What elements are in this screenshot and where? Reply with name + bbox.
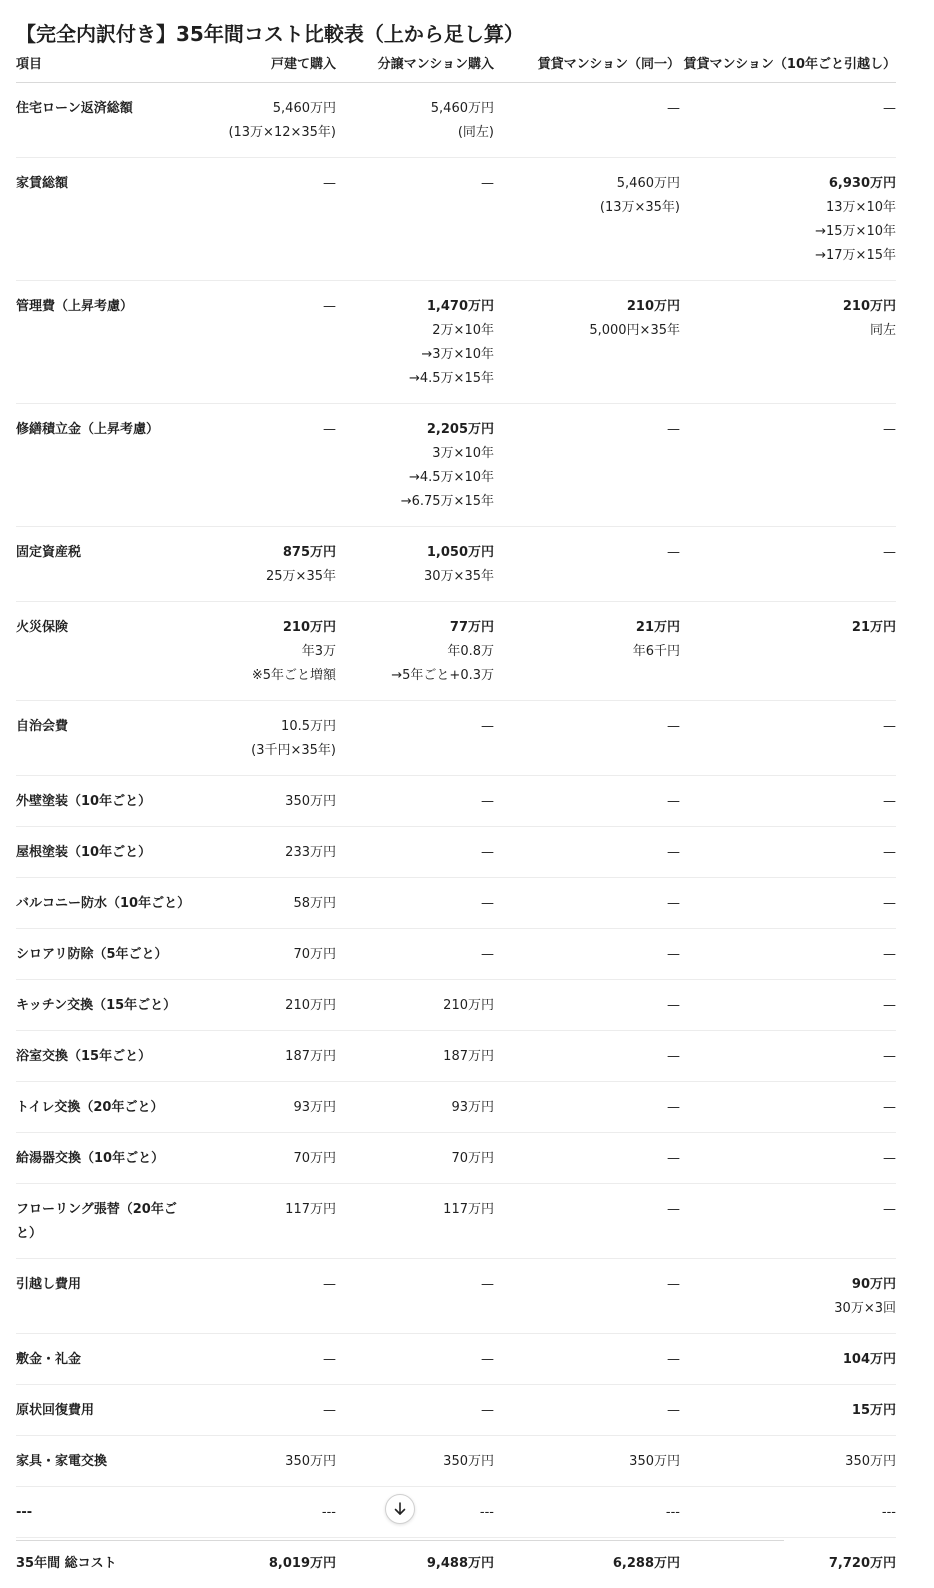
table-row (16, 1385, 896, 1436)
cell-rental-moving (680, 1184, 896, 1259)
cell-value: 350万円 (198, 1450, 336, 1474)
cell-note: →17万×15年 (680, 244, 896, 268)
cell-value: — (680, 97, 896, 121)
cell-rental-moving (680, 602, 896, 701)
table-row (16, 776, 896, 827)
cell-detached-house (198, 1334, 336, 1385)
cell-value: — (336, 892, 494, 916)
cell-rental-moving (680, 527, 896, 602)
cell-value: — (494, 1198, 680, 1222)
cell-value: 1,050万円 (336, 541, 494, 565)
cell-value: — (494, 1273, 680, 1297)
cell-rental-moving (680, 776, 896, 827)
cell-condo-purchase (336, 1184, 494, 1259)
cell-value: 210万円 (494, 295, 680, 319)
table-row (16, 980, 896, 1031)
cell-value: — (680, 1096, 896, 1120)
cell-value: 70万円 (198, 943, 336, 967)
table-row (16, 1184, 896, 1259)
cell-detached-house (198, 158, 336, 281)
cell-value: 210万円 (680, 295, 896, 319)
cell-value: — (494, 994, 680, 1018)
cell-value: — (680, 715, 896, 739)
cell-rental-same (494, 929, 680, 980)
cell-value: --- (336, 1501, 494, 1525)
cell-value: — (336, 172, 494, 196)
cell-value: 210万円 (336, 994, 494, 1018)
cell-value: — (494, 841, 680, 865)
cell-value: 5,460万円 (336, 97, 494, 121)
cell-detached-house (198, 1082, 336, 1133)
cell-condo-purchase (336, 1031, 494, 1082)
cell-note: 2万×10年 (336, 319, 494, 343)
table-row (16, 404, 896, 527)
cell-value: — (680, 841, 896, 865)
cell-detached-house (198, 83, 336, 158)
cell-condo-purchase (336, 1436, 494, 1487)
cell-value: — (494, 1096, 680, 1120)
row-label: 火災保険 (16, 602, 198, 701)
cell-rental-moving (680, 929, 896, 980)
cell-rental-moving (680, 1259, 896, 1334)
table-row (16, 1082, 896, 1133)
cell-value: — (680, 943, 896, 967)
total-detached-house: 8,019万円 (198, 1538, 336, 1588)
row-label: 外壁塗装（10年ごと） (16, 776, 198, 827)
cell-condo-purchase (336, 602, 494, 701)
cell-rental-same (494, 980, 680, 1031)
cell-value: — (494, 790, 680, 814)
cell-value: — (336, 1348, 494, 1372)
cell-note: 年6千円 (494, 640, 680, 664)
cell-rental-moving (680, 980, 896, 1031)
cell-value: — (336, 790, 494, 814)
cell-value: 77万円 (336, 616, 494, 640)
cell-value: — (680, 790, 896, 814)
page-title: 【完全内訳付き】35年間コスト比較表（上から足し算） (16, 20, 524, 48)
cell-detached-house (198, 1184, 336, 1259)
table-row (16, 1031, 896, 1082)
cell-value: — (680, 994, 896, 1018)
cell-rental-same (494, 1385, 680, 1436)
cell-value: 5,460万円 (494, 172, 680, 196)
cell-value: 117万円 (336, 1198, 494, 1222)
cell-rental-same (494, 1334, 680, 1385)
cell-note: →15万×10年 (680, 220, 896, 244)
row-label: 給湯器交換（10年ごと） (16, 1133, 198, 1184)
total-rental-same: 6,288万円 (494, 1538, 680, 1588)
row-label: 管理費（上昇考慮） (16, 281, 198, 404)
table-row (16, 1259, 896, 1334)
cell-value: — (336, 715, 494, 739)
cell-detached-house (198, 1487, 336, 1538)
row-label: 固定資産税 (16, 527, 198, 602)
cell-rental-moving (680, 1385, 896, 1436)
cell-rental-moving (680, 878, 896, 929)
cell-detached-house (198, 281, 336, 404)
cell-value: — (680, 418, 896, 442)
cell-rental-same (494, 158, 680, 281)
cell-value: 70万円 (336, 1147, 494, 1171)
cell-detached-house (198, 1385, 336, 1436)
cell-value: — (198, 172, 336, 196)
cell-value: — (198, 1273, 336, 1297)
cell-value: 210万円 (198, 994, 336, 1018)
cell-value: 187万円 (198, 1045, 336, 1069)
cell-value: — (680, 1198, 896, 1222)
cell-rental-same (494, 1436, 680, 1487)
cell-value: 21万円 (680, 616, 896, 640)
cell-value: 93万円 (198, 1096, 336, 1120)
cell-note: 同左 (680, 319, 896, 343)
row-label: トイレ交換（20年ごと） (16, 1082, 198, 1133)
header-rental-same: 賃貸マンション（同一） (494, 56, 680, 83)
cell-condo-purchase (336, 827, 494, 878)
cell-value: 350万円 (494, 1450, 680, 1474)
cell-detached-house (198, 878, 336, 929)
cell-value: 350万円 (336, 1450, 494, 1474)
cell-value: 70万円 (198, 1147, 336, 1171)
row-label: --- (16, 1487, 198, 1538)
cell-value: 233万円 (198, 841, 336, 865)
cell-rental-same (494, 776, 680, 827)
cell-value: 6,930万円 (680, 172, 896, 196)
table-row (16, 701, 896, 776)
cell-detached-house (198, 527, 336, 602)
cell-value: — (494, 1348, 680, 1372)
cell-rental-moving (680, 404, 896, 527)
cell-rental-same (494, 83, 680, 158)
cell-rental-same (494, 878, 680, 929)
row-label: 家賃総額 (16, 158, 198, 281)
cell-value: --- (494, 1501, 680, 1525)
cell-detached-house (198, 1259, 336, 1334)
cell-rental-moving (680, 1082, 896, 1133)
row-label: 家具・家電交換 (16, 1436, 198, 1487)
cell-note: (3千円×35年) (198, 739, 336, 763)
cell-rental-same (494, 1259, 680, 1334)
cell-note: →4.5万×15年 (336, 367, 494, 391)
cell-value: — (494, 1147, 680, 1171)
table-row (16, 827, 896, 878)
cell-value: 2,205万円 (336, 418, 494, 442)
cell-value: 93万円 (336, 1096, 494, 1120)
scroll-down-button[interactable] (385, 1494, 415, 1524)
cell-value: — (494, 943, 680, 967)
cell-rental-moving (680, 1334, 896, 1385)
cell-value: 1,470万円 (336, 295, 494, 319)
cell-condo-purchase (336, 1334, 494, 1385)
cell-rental-moving (680, 1487, 896, 1538)
cell-rental-moving (680, 281, 896, 404)
row-label: キッチン交換（15年ごと） (16, 980, 198, 1031)
cell-value: --- (198, 1501, 336, 1525)
row-label: 自治会費 (16, 701, 198, 776)
cell-rental-same (494, 827, 680, 878)
cell-value: --- (680, 1501, 896, 1525)
cell-note: →5年ごと+0.3万 (336, 664, 494, 688)
cell-note: →3万×10年 (336, 343, 494, 367)
cell-rental-same (494, 1184, 680, 1259)
cell-detached-house (198, 1031, 336, 1082)
cell-value: — (680, 1147, 896, 1171)
table-row (16, 158, 896, 281)
cell-value: 210万円 (198, 616, 336, 640)
cell-note: (13万×12×35年) (198, 121, 336, 145)
table-row (16, 602, 896, 701)
cell-rental-same (494, 1082, 680, 1133)
cell-condo-purchase (336, 929, 494, 980)
table-row (16, 1133, 896, 1184)
table-row (16, 1487, 896, 1538)
cell-value: — (494, 541, 680, 565)
cell-condo-purchase (336, 980, 494, 1031)
cell-condo-purchase (336, 701, 494, 776)
cell-rental-same (494, 1133, 680, 1184)
row-label: 引越し費用 (16, 1259, 198, 1334)
row-label: 原状回復費用 (16, 1385, 198, 1436)
cell-rental-same (494, 1031, 680, 1082)
cell-value: — (198, 1399, 336, 1423)
cell-value: 117万円 (198, 1198, 336, 1222)
cell-note: 30万×35年 (336, 565, 494, 589)
cell-detached-house (198, 602, 336, 701)
cell-note: (同左) (336, 121, 494, 145)
cell-value: — (336, 1399, 494, 1423)
cell-detached-house (198, 929, 336, 980)
arrow-down-icon (392, 1501, 408, 1517)
cell-condo-purchase (336, 1259, 494, 1334)
table-row (16, 1436, 896, 1487)
cell-note: →4.5万×10年 (336, 466, 494, 490)
header-item: 項目 (16, 56, 198, 83)
cell-value: — (336, 841, 494, 865)
cell-condo-purchase (336, 1487, 494, 1538)
cell-detached-house (198, 404, 336, 527)
table-row (16, 527, 896, 602)
cell-value: 187万円 (336, 1045, 494, 1069)
header-rental-moving: 賃貸マンション（10年ごと引越し） (680, 56, 896, 83)
cell-value: — (494, 418, 680, 442)
cell-rental-same (494, 1487, 680, 1538)
cell-detached-house (198, 980, 336, 1031)
cell-note: 年0.8万 (336, 640, 494, 664)
table-row (16, 878, 896, 929)
cell-rental-moving (680, 83, 896, 158)
cell-detached-house (198, 827, 336, 878)
cell-condo-purchase (336, 776, 494, 827)
cell-value: — (494, 892, 680, 916)
table-header-row (16, 56, 896, 83)
cell-note: 3万×10年 (336, 442, 494, 466)
cell-rental-same (494, 602, 680, 701)
cell-condo-purchase (336, 158, 494, 281)
table-row (16, 83, 896, 158)
cell-rental-moving (680, 701, 896, 776)
cell-note: 年3万 (198, 640, 336, 664)
row-label: フローリング張替（20年ごと） (16, 1184, 198, 1259)
cell-value: 350万円 (198, 790, 336, 814)
cell-detached-house (198, 776, 336, 827)
cell-condo-purchase (336, 878, 494, 929)
row-label: 浴室交換（15年ごと） (16, 1031, 198, 1082)
cell-condo-purchase (336, 83, 494, 158)
header-detached-house: 戸建て購入 (198, 56, 336, 83)
cell-note: 30万×3回 (680, 1297, 896, 1321)
cell-value: — (494, 1399, 680, 1423)
cell-note: 25万×35年 (198, 565, 336, 589)
total-row (16, 1538, 896, 1588)
cell-value: 875万円 (198, 541, 336, 565)
cell-rental-moving (680, 1436, 896, 1487)
cell-value: 15万円 (680, 1399, 896, 1423)
cell-value: 10.5万円 (198, 715, 336, 739)
row-label: 修繕積立金（上昇考慮） (16, 404, 198, 527)
cell-value: — (494, 1045, 680, 1069)
cell-value: — (680, 892, 896, 916)
cell-condo-purchase (336, 281, 494, 404)
cell-condo-purchase (336, 527, 494, 602)
cell-note: 5,000円×35年 (494, 319, 680, 343)
cell-rental-same (494, 527, 680, 602)
cell-rental-moving (680, 827, 896, 878)
cell-value: — (494, 97, 680, 121)
cell-rental-moving (680, 1133, 896, 1184)
cell-value: 58万円 (198, 892, 336, 916)
cell-value: — (336, 1273, 494, 1297)
table-row (16, 281, 896, 404)
cell-condo-purchase (336, 1082, 494, 1133)
cost-comparison-table (16, 56, 896, 1588)
cell-rental-same (494, 281, 680, 404)
cell-rental-moving (680, 1031, 896, 1082)
cell-value: 104万円 (680, 1348, 896, 1372)
divider (16, 1540, 784, 1541)
table-body (16, 83, 896, 1588)
cell-value: 5,460万円 (198, 97, 336, 121)
cell-rental-moving (680, 158, 896, 281)
cell-note: (13万×35年) (494, 196, 680, 220)
cell-condo-purchase (336, 1385, 494, 1436)
row-label: 敷金・礼金 (16, 1334, 198, 1385)
cell-condo-purchase (336, 404, 494, 527)
row-label: シロアリ防除（5年ごと） (16, 929, 198, 980)
total-rental-moving: 7,720万円 (680, 1538, 896, 1588)
total-label: 35年間 総コスト (16, 1538, 198, 1588)
total-condo-purchase: 9,488万円 (336, 1538, 494, 1588)
cell-note: ※5年ごと増額 (198, 664, 336, 688)
cell-value: 350万円 (680, 1450, 896, 1474)
cell-value: — (680, 541, 896, 565)
cell-note: →6.75万×15年 (336, 490, 494, 514)
row-label: 屋根塗装（10年ごと） (16, 827, 198, 878)
cell-condo-purchase (336, 1133, 494, 1184)
cell-value: — (494, 715, 680, 739)
table-row (16, 1334, 896, 1385)
cell-value: — (198, 295, 336, 319)
cell-value: 21万円 (494, 616, 680, 640)
row-label: 住宅ローン返済総額 (16, 83, 198, 158)
cell-value: — (336, 943, 494, 967)
cell-rental-same (494, 701, 680, 776)
cell-value: — (198, 1348, 336, 1372)
cell-detached-house (198, 701, 336, 776)
table-row (16, 929, 896, 980)
cell-detached-house (198, 1436, 336, 1487)
cell-rental-same (494, 404, 680, 527)
cell-value: — (680, 1045, 896, 1069)
cell-note: 13万×10年 (680, 196, 896, 220)
cell-value: 90万円 (680, 1273, 896, 1297)
header-condo-purchase: 分譲マンション購入 (336, 56, 494, 83)
cell-detached-house (198, 1133, 336, 1184)
cell-value: — (198, 418, 336, 442)
row-label: バルコニー防水（10年ごと） (16, 878, 198, 929)
